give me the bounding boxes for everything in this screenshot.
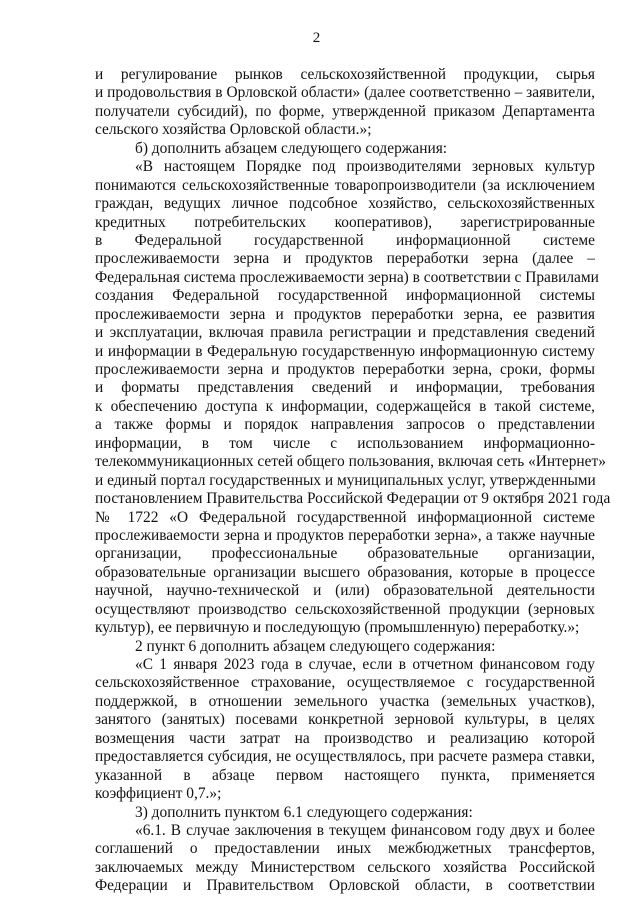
text-line: и регулирование рынков сельскохозяйственной продукции, сырья: [95, 66, 595, 83]
text-line: информации, в том числе с использованием информационно-: [95, 434, 595, 452]
text-line: создания Федеральной государственной информационной системы: [95, 287, 595, 305]
text-line: прослеживаемости зерна и продуктов переработки зерна, ее развития: [95, 305, 595, 323]
text-line: поддержкой, в отношении земельного участка (земельных участков),: [95, 692, 595, 710]
text-line: образовательные организации высшего образования, которые в процессе: [95, 563, 595, 581]
text-line: «С 1 января 2023 года в случае, если в отчетном финансовом году: [135, 656, 595, 673]
text-line: постановлением Правительства Российской Федерации от 9 октября 2021 года: [95, 490, 611, 508]
text-line: Федеральная система прослеживаемости зерна) в соответствии с Правилами: [95, 268, 599, 286]
text-line: коэффициент 0,7.»;: [95, 785, 222, 803]
text-line: прослеживаемости зерна и продуктов переработки зерна (далее –: [95, 250, 595, 268]
text-line: занятого (занятых) посевами конкретной зерновой культуры, в целях: [95, 711, 595, 729]
text-line: научной, научно-технической и (или) образовательной деятельности: [95, 582, 595, 600]
text-line: телекоммуникационных сетей общего пользования, включая сеть «Интернет»: [95, 453, 606, 471]
text-line: «6.1. В случае заключения в текущем финансовом году двух и более: [135, 821, 595, 839]
text-line: 3) дополнить пунктом 6.1 следующего содержания:: [135, 803, 473, 821]
text-line: заключаемых между Министерством сельского хозяйства Российской: [95, 858, 595, 876]
text-line: возмещения части затрат на производство и реализацию которой: [95, 729, 595, 747]
text-line: и единый портал государственных и муниципальных услуг, утвержденными: [95, 471, 596, 489]
text-line: и эксплуатации, включая правила регистрации и представления сведений: [95, 324, 595, 342]
text-line: 2 пункт 6 дополнить абзацем следующего содержания:: [135, 637, 496, 655]
text-line: к обеспечению доступа к информации, содержащейся в такой системе,: [95, 397, 595, 415]
text-line: № 1722 «О Федеральной государственной информационной системе: [95, 508, 595, 526]
text-line: а также формы и порядок направления запросов о представлении: [95, 416, 595, 434]
text-line: и продовольствия в Орловской области» (далее соответственно – заявители,: [95, 84, 595, 102]
text-line: и информации в Федеральную государственную информационную систему: [95, 342, 595, 360]
text-line: сельского хозяйства Орловской области.»;: [95, 121, 372, 139]
text-line: и форматы представления сведений и информации, требования: [95, 379, 595, 397]
text-line: в Федеральной государственной информационной системе: [95, 231, 595, 249]
text-line: соглашений о предоставлении иных межбюджетных трансфертов,: [95, 840, 595, 858]
text-line: граждан, ведущих личное подсобное хозяйство, сельскохозяйственных: [95, 195, 595, 213]
document-body: [95, 66, 611, 896]
text-line: кредитных потребительских кооперативов), зарегистрированные: [95, 213, 595, 231]
text-line: б) дополнить абзацем следующего содержания:: [135, 139, 448, 157]
text-line: понимаются сельскохозяйственные товаропроизводители (за исключением: [95, 176, 595, 194]
text-line: получатели субсидий), по форме, утвержденной приказом Департамента: [95, 102, 595, 120]
text-line: Федерации и Правительством Орловской области, в соответствии: [95, 877, 595, 895]
text-line: культур), ее первичную и последующую (промышленную) переработку.»;: [95, 619, 580, 637]
text-line: прослеживаемости зерна и продуктов переработки зерна», а также научные: [95, 526, 595, 544]
text-line: организации, профессиональные образовательные организации,: [95, 545, 595, 563]
text-line: «В настоящем Порядке под производителями зерновых культур: [135, 158, 595, 176]
text-line: указанной в абзаце первом настоящего пункта, применяется: [95, 766, 595, 784]
text-line: осуществляют производство сельскохозяйственной продукции (зерновых: [95, 600, 595, 618]
page-number: 2: [312, 30, 321, 46]
text-line: сельскохозяйственное страхование, осуществляемое с государственной: [95, 674, 595, 692]
text-line: предоставляется субсидия, не осуществлялось, при расчете размера ставки,: [95, 748, 595, 766]
text-line: прослеживаемости зерна и продуктов переработки зерна, сроки, формы: [95, 361, 595, 378]
